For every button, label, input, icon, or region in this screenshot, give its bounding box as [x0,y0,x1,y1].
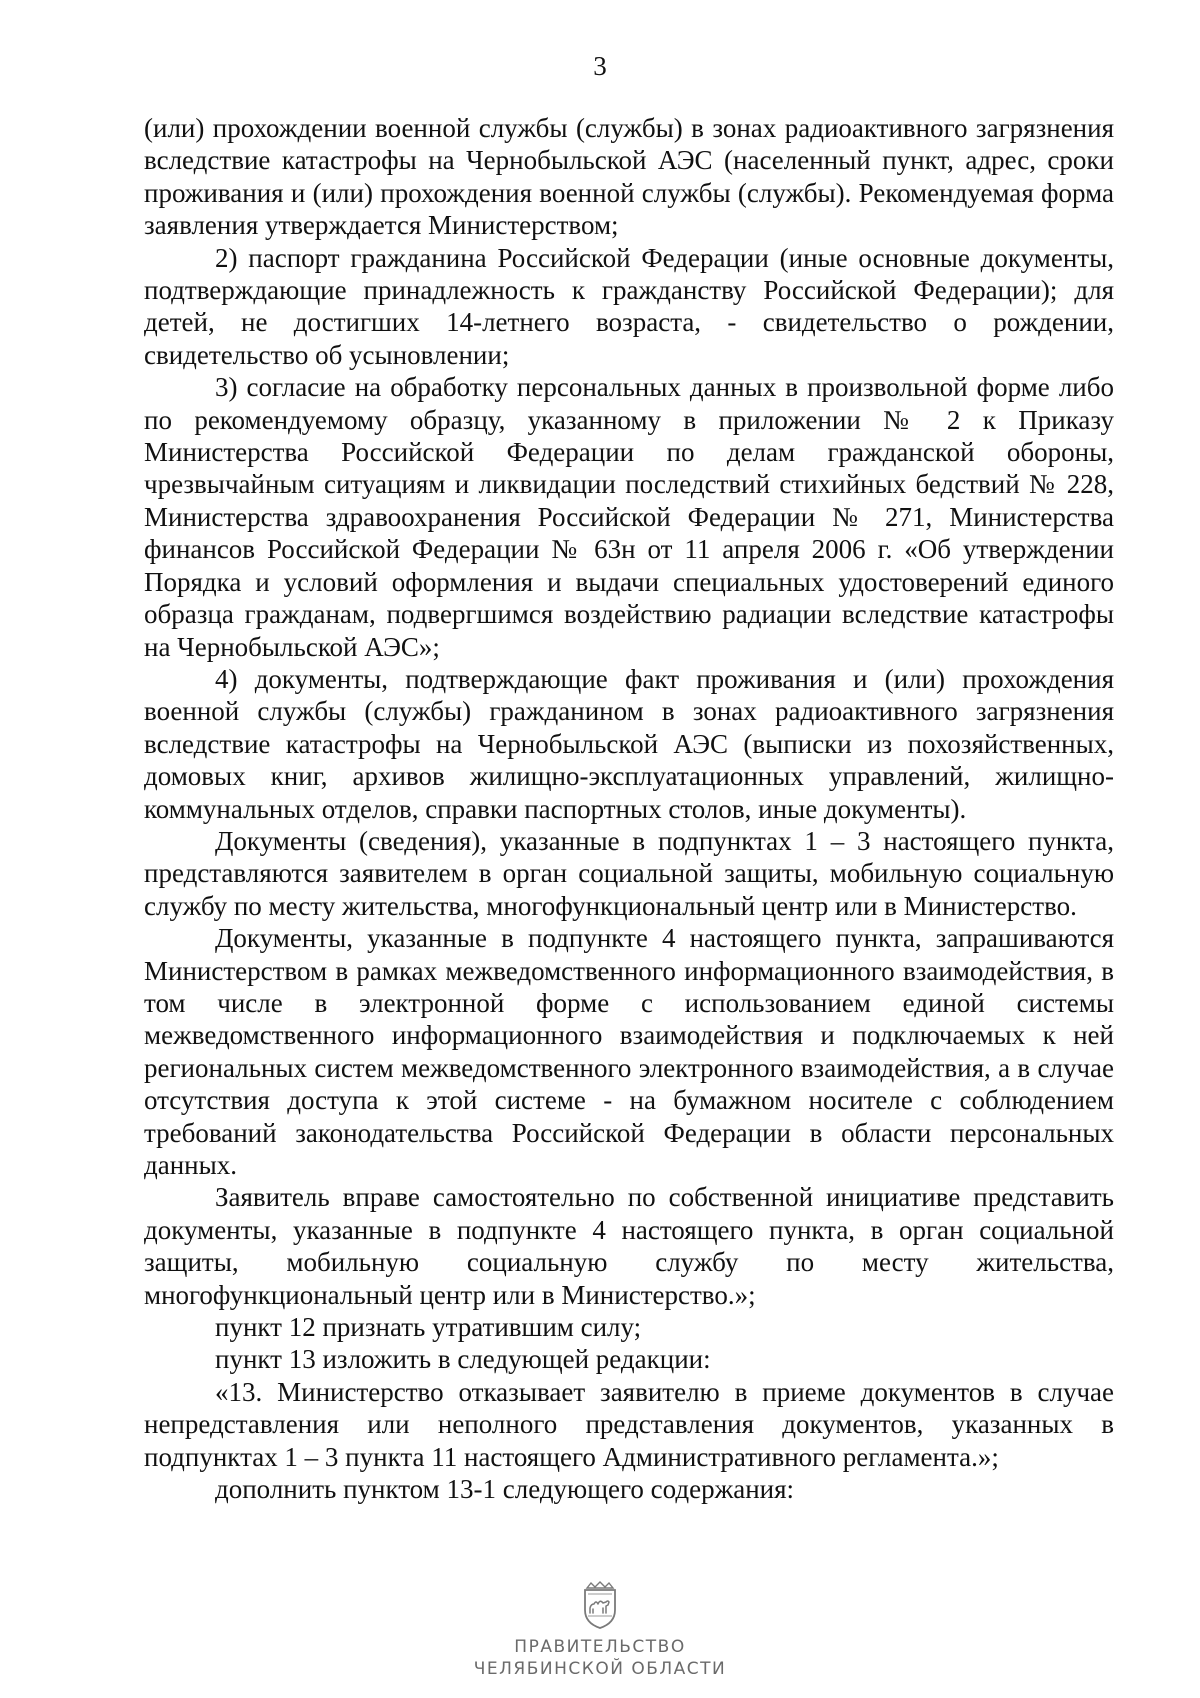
paragraph-point-12: пункт 12 признать утратившим силу; [215,1312,642,1343]
paragraph-continuation: (или) прохождении военной службы (службы) в зонах радиоактивного загрязнения вследствие катастрофы на Чернобыльской АЭС (населенный пункт, адрес, сроки проживания и (или) прохождения военной службы (службы). Рекомендуемая форма заявления утверждается Министерством; [144,113,1114,241]
paragraph-interagency-request: Документы, указанные в подпункте 4 настоящего пункта, запрашиваются Министерством в рамках межведомственного информационного взаимодействия, в том числе в электронной форме с использованием единой системы межведомственного информационного взаимодействия и подключаемых к ней региональных систем межведомственного электронного взаимодействия, а в случае отсутствия доступа к этой системе - на бумажном носителе с соблюдением требований законодательства Российской Федерации в области персональных данных. [144,923,1114,1180]
paragraph-item-2-passport: 2) паспорт гражданина Российской Федерации (иные основные документы, подтверждающие принадлежность к гражданству Российской Федерации); для детей, не достигших 14-летнего возраста, - свидетельство о рождении, свидетельство об усыновлении; [144,242,1114,370]
paragraph-point-13-intro: пункт 13 изложить в следующей редакции: [215,1344,711,1375]
paragraph-item-4-residence-documents: 4) документы, подтверждающие факт проживания и (или) прохождения военной службы (службы) гражданином в зонах радиоактивного загрязнения вследствие катастрофы на Чернобыльской АЭС (выписки из похозяйственных, домовых книг, архивов жилищно-эксплуатационных управлений, жилищно-коммунальных отделов, справки паспортных столов, иные документы). [144,663,1114,824]
document-body [144,112,1114,1505]
government-watermark [0,1580,1200,1680]
paragraph-documents-submission: Документы (сведения), указанные в подпунктах 1 – 3 настоящего пункта, представляются заявителем в орган социальной защиты, мобильную социальную службу по месту жительства, многофункциональный центр или в Министерство. [144,825,1114,921]
chelyabinsk-coat-of-arms-icon [579,1580,621,1630]
watermark-line-government: ПРАВИТЕЛЬСТВО [514,1637,686,1657]
paragraph-applicant-right: Заявитель вправе самостоятельно по собственной инициативе представить документы, указанные в подпункте 4 настоящего пункта, в орган социальной защиты, мобильную социальную службу по месту жительства, многофункциональный центр или в Министерство.»; [144,1182,1114,1310]
paragraph-item-3-consent: 3) согласие на обработку персональных данных в произвольной форме либо по рекомендуемому образцу, указанному в приложении № 2 к Приказу Министерства Российской Федерации по делам гражданской обороны, чрезвычайным ситуациям и ликвидации последствий стихийных бедствий № 228, Министерства здравоохранения Российской Федерации № 271, Министерства финансов Российской Федерации № 63н от 11 апреля 2006 г. «Об утверждении Порядка и условий оформления и выдачи специальных удостоверений единого образца гражданам, подвергшимся воздействию радиации вследствие катастрофы на Чернобыльской АЭС»; [144,372,1114,662]
watermark-line-region: ЧЕЛЯБИНСКОЙ ОБЛАСТИ [473,1659,727,1679]
paragraph-point-13-text: «13. Министерство отказывает заявителю в приеме документов в случае непредставления или неполного представления документов, указанных в подпунктах 1 – 3 пункта 11 настоящего Административного регламента.»; [144,1376,1114,1472]
page-number: 3 [593,51,607,81]
paragraph-point-13-1-intro: дополнить пунктом 13-1 следующего содержания: [215,1474,795,1505]
